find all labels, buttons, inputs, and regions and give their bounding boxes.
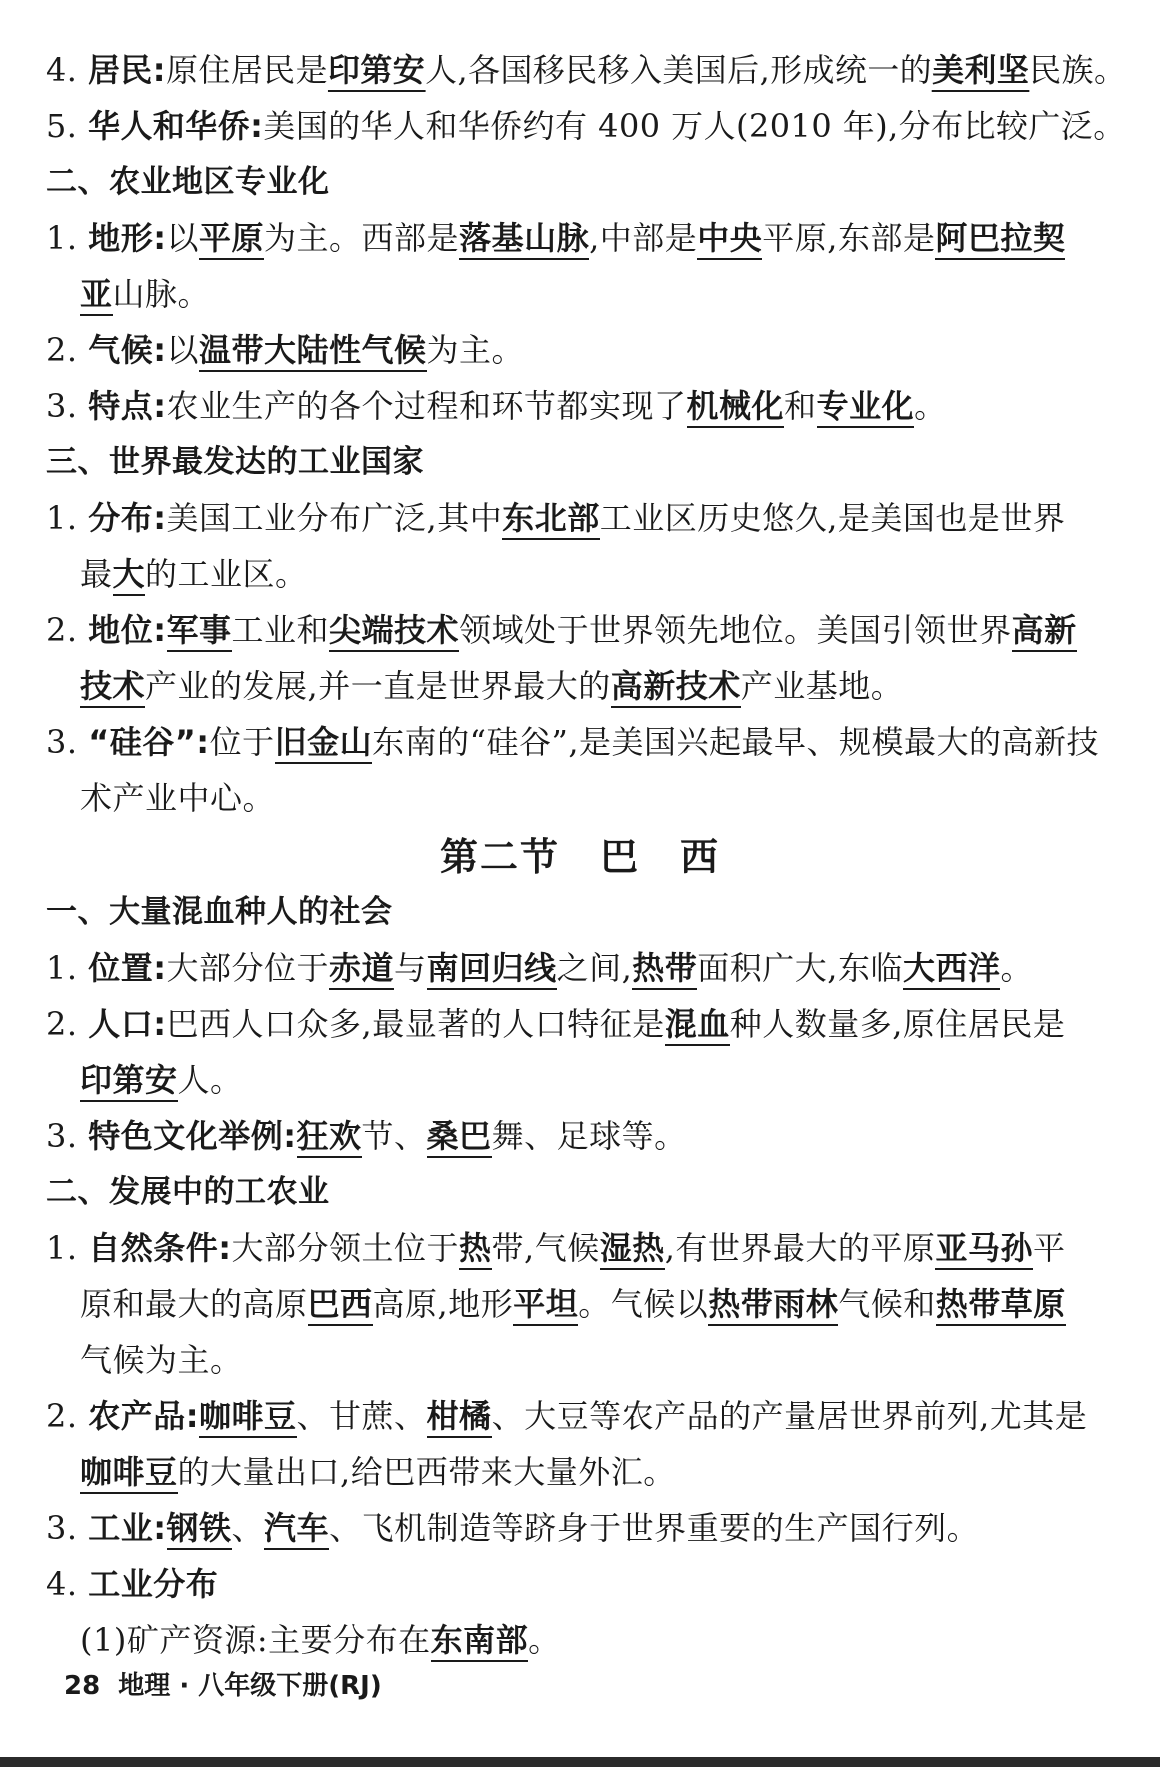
text-run: 领域处于世界领先地位。美国引领世界	[459, 611, 1012, 649]
key-term: 咖啡豆	[199, 1397, 297, 1438]
key-term: 大西洋	[903, 949, 1001, 990]
key-term: 赤道	[329, 949, 394, 990]
text-run: 、大豆等农产品的产量居世界前列,尤其是	[491, 1397, 1088, 1435]
text-run: 最	[80, 555, 113, 593]
item-label: 人口:	[88, 1005, 167, 1043]
text-run: 美国工业分布广泛,其中	[166, 499, 503, 537]
text-line	[46, 496, 1065, 540]
key-term: 温带大陆性气候	[199, 331, 427, 372]
item-label: 农产品:	[88, 1397, 200, 1435]
text-run: 民族。	[1029, 51, 1127, 89]
section-heading	[46, 160, 330, 204]
key-term: 专业化	[817, 387, 915, 428]
item-number: 1.	[46, 499, 89, 537]
text-line	[46, 608, 1077, 652]
text-run: 二、农业地区专业化	[46, 164, 330, 200]
item-label: 居民:	[88, 51, 167, 89]
key-term: 落基山脉	[459, 219, 589, 260]
item-number: 1.	[46, 219, 89, 257]
item-label: 气候:	[88, 331, 167, 369]
text-run: 原住居民是	[166, 51, 328, 89]
text-run: 大部分位于	[166, 949, 330, 987]
key-term: 阿巴拉契	[935, 219, 1065, 260]
item-number: 1.	[46, 1229, 89, 1267]
item-number: 4.	[46, 1565, 89, 1603]
key-term: 南回归线	[427, 949, 557, 990]
text-run: 三、世界最发达的工业国家	[46, 444, 424, 480]
text-line	[46, 1226, 1065, 1270]
text-line	[80, 272, 210, 316]
key-term: 咖啡豆	[80, 1453, 178, 1494]
text-line	[46, 48, 1126, 92]
text-line	[80, 1058, 243, 1102]
key-term: 印第安	[328, 51, 425, 92]
text-run: 、飞机制造等跻身于世界重要的生产国行列。	[329, 1509, 980, 1547]
page-footer	[64, 1668, 382, 1704]
text-run: 产业基地。	[740, 667, 904, 705]
key-term: 亚	[80, 275, 113, 316]
key-term: 美利坚	[932, 51, 1029, 92]
item-label: 自然条件:	[88, 1229, 232, 1267]
item-label: 特色文化举例:	[88, 1117, 297, 1155]
text-line	[80, 1282, 1066, 1326]
key-term: 技术	[80, 667, 145, 708]
key-term: 混血	[665, 1005, 730, 1046]
text-run: 平	[1032, 1229, 1066, 1267]
item-number: 2.	[46, 1005, 89, 1043]
item-number: 4.	[46, 51, 89, 89]
item-number: 2.	[46, 331, 89, 369]
text-run: 原和最大的高原	[80, 1285, 308, 1323]
key-term: 东南部	[431, 1621, 529, 1662]
text-run: 、甘蔗、	[296, 1397, 427, 1435]
key-term: 东北部	[502, 499, 600, 540]
text-run: 舞、足球等。	[491, 1117, 687, 1155]
text-line	[46, 1002, 1065, 1046]
text-run: 和	[784, 387, 817, 425]
key-term: 巴西	[308, 1285, 373, 1326]
item-number: 2.	[46, 1397, 89, 1435]
text-run: 农业生产的各个过程和环节都实现了	[166, 387, 687, 425]
key-term: 高新技术	[611, 667, 741, 708]
bottom-edge-bar	[0, 1757, 1160, 1767]
text-run: 与	[394, 949, 427, 987]
key-term: 热带雨林	[708, 1285, 838, 1326]
text-run: 工业区历史悠久,是美国也是世界	[599, 499, 1066, 537]
text-run: 之间,	[556, 949, 633, 987]
section-title: 第二节 巴 西	[439, 834, 720, 879]
text-run: 为主。	[426, 331, 525, 369]
text-run: 大部分领土位于	[231, 1229, 460, 1267]
text-line	[46, 104, 1126, 148]
text-run: ,中部是	[589, 219, 698, 257]
key-term: 汽车	[264, 1509, 329, 1550]
text-run: 节、	[361, 1117, 427, 1155]
text-line	[46, 946, 1033, 990]
text-run: 种人数量多,原住居民是	[729, 1005, 1066, 1043]
text-line	[80, 552, 308, 596]
text-line	[80, 664, 903, 708]
text-run: 人。	[177, 1061, 243, 1099]
item-label: 地形:	[88, 219, 167, 257]
text-run: 东南的“硅谷”,是美国兴起最早、规模最大的高新技	[372, 723, 1100, 761]
text-line	[80, 1338, 243, 1382]
key-term: 桑巴	[427, 1117, 492, 1158]
key-term: 平坦	[513, 1285, 578, 1326]
item-label: 位置:	[88, 949, 167, 987]
item-number: 5.	[46, 107, 89, 145]
key-term: 军事	[167, 611, 232, 652]
item-number: 2.	[46, 611, 89, 649]
text-run: 气候为主。	[80, 1341, 243, 1379]
text-line	[46, 720, 1099, 764]
text-run: 带,气候	[491, 1229, 600, 1267]
text-line	[46, 1506, 979, 1550]
text-run: 工业和	[231, 611, 330, 649]
text-run: 。	[1000, 949, 1033, 987]
text-run: ,有世界最大的平原	[664, 1229, 936, 1267]
text-line	[46, 328, 524, 372]
text-line	[46, 216, 1065, 260]
text-run: 。	[914, 387, 947, 425]
text-run: 山脉。	[112, 275, 211, 313]
item-label: 华人和华侨:	[88, 107, 264, 145]
text-line	[80, 1618, 561, 1662]
text-run: 气候和	[838, 1285, 936, 1323]
section-heading	[46, 890, 393, 934]
text-line	[46, 384, 947, 428]
text-run: 高原,地形	[372, 1285, 514, 1323]
section-heading	[46, 440, 424, 484]
text-run: 以	[166, 331, 200, 369]
text-run: 美国的华人和华侨约有 400 万人(2010 年),分布比较广泛。	[263, 107, 1126, 145]
item-number: 3.	[46, 1509, 89, 1547]
text-run: 、	[231, 1509, 265, 1547]
text-line	[80, 1450, 676, 1494]
text-run: 面积广大,东临	[697, 949, 903, 987]
text-line	[46, 1562, 218, 1606]
text-run: 的工业区。	[145, 555, 308, 593]
text-line	[46, 1114, 687, 1158]
key-term: 热带草原	[936, 1285, 1066, 1326]
item-label: 工业:	[88, 1509, 167, 1547]
text-run: 术产业中心。	[80, 779, 276, 817]
text-run: 。气候以	[578, 1285, 709, 1323]
key-term: 机械化	[687, 387, 785, 428]
key-term: 热	[459, 1229, 492, 1270]
page-number: 28	[64, 1671, 101, 1701]
key-term: 旧金山	[275, 723, 373, 764]
key-term: 热带	[632, 949, 697, 990]
item-label: “硅谷”:	[88, 723, 210, 761]
key-term: 高新	[1012, 611, 1077, 652]
item-number: 1.	[46, 949, 89, 987]
key-term: 柑橘	[427, 1397, 492, 1438]
key-term: 平原	[199, 219, 264, 260]
key-term: 中央	[697, 219, 762, 260]
text-line	[80, 776, 275, 820]
text-run: 巴西人口众多,最显著的人口特征是	[166, 1005, 665, 1043]
text-run: 为主。西部是	[264, 219, 460, 257]
text-run: 的大量出口,给巴西带来大量外汇。	[177, 1453, 676, 1491]
key-term: 尖端技术	[329, 611, 459, 652]
text-run: 。	[528, 1621, 561, 1659]
key-term: 湿热	[600, 1229, 665, 1270]
key-term: 大	[113, 555, 146, 596]
text-run: 人,各国移民移入美国后,形成统一的	[425, 51, 933, 89]
item-label: 工业分布	[88, 1565, 219, 1603]
text-run: 以	[166, 219, 200, 257]
key-term: 狂欢	[297, 1117, 362, 1158]
section-heading	[46, 1170, 330, 1214]
text-run: 二、发展中的工农业	[46, 1174, 330, 1210]
text-run: 产业的发展,并一直是世界最大的	[145, 667, 611, 705]
book-title: 地理 · 八年级下册(RJ)	[118, 1671, 382, 1701]
item-number: 3.	[46, 387, 89, 425]
text-run: (1)矿产资源:主要分布在	[80, 1621, 431, 1659]
key-term: 亚马孙	[935, 1229, 1033, 1270]
item-label: 地位:	[88, 611, 167, 649]
item-label: 分布:	[88, 499, 167, 537]
item-number: 3.	[46, 723, 89, 761]
text-run: 位于	[209, 723, 275, 761]
text-run: 平原,东部是	[762, 219, 936, 257]
item-label: 特点:	[88, 387, 167, 425]
key-term: 印第安	[80, 1061, 178, 1102]
item-number: 3.	[46, 1117, 89, 1155]
text-line	[46, 1394, 1087, 1438]
text-run: 一、大量混血种人的社会	[46, 894, 393, 930]
key-term: 钢铁	[167, 1509, 232, 1550]
